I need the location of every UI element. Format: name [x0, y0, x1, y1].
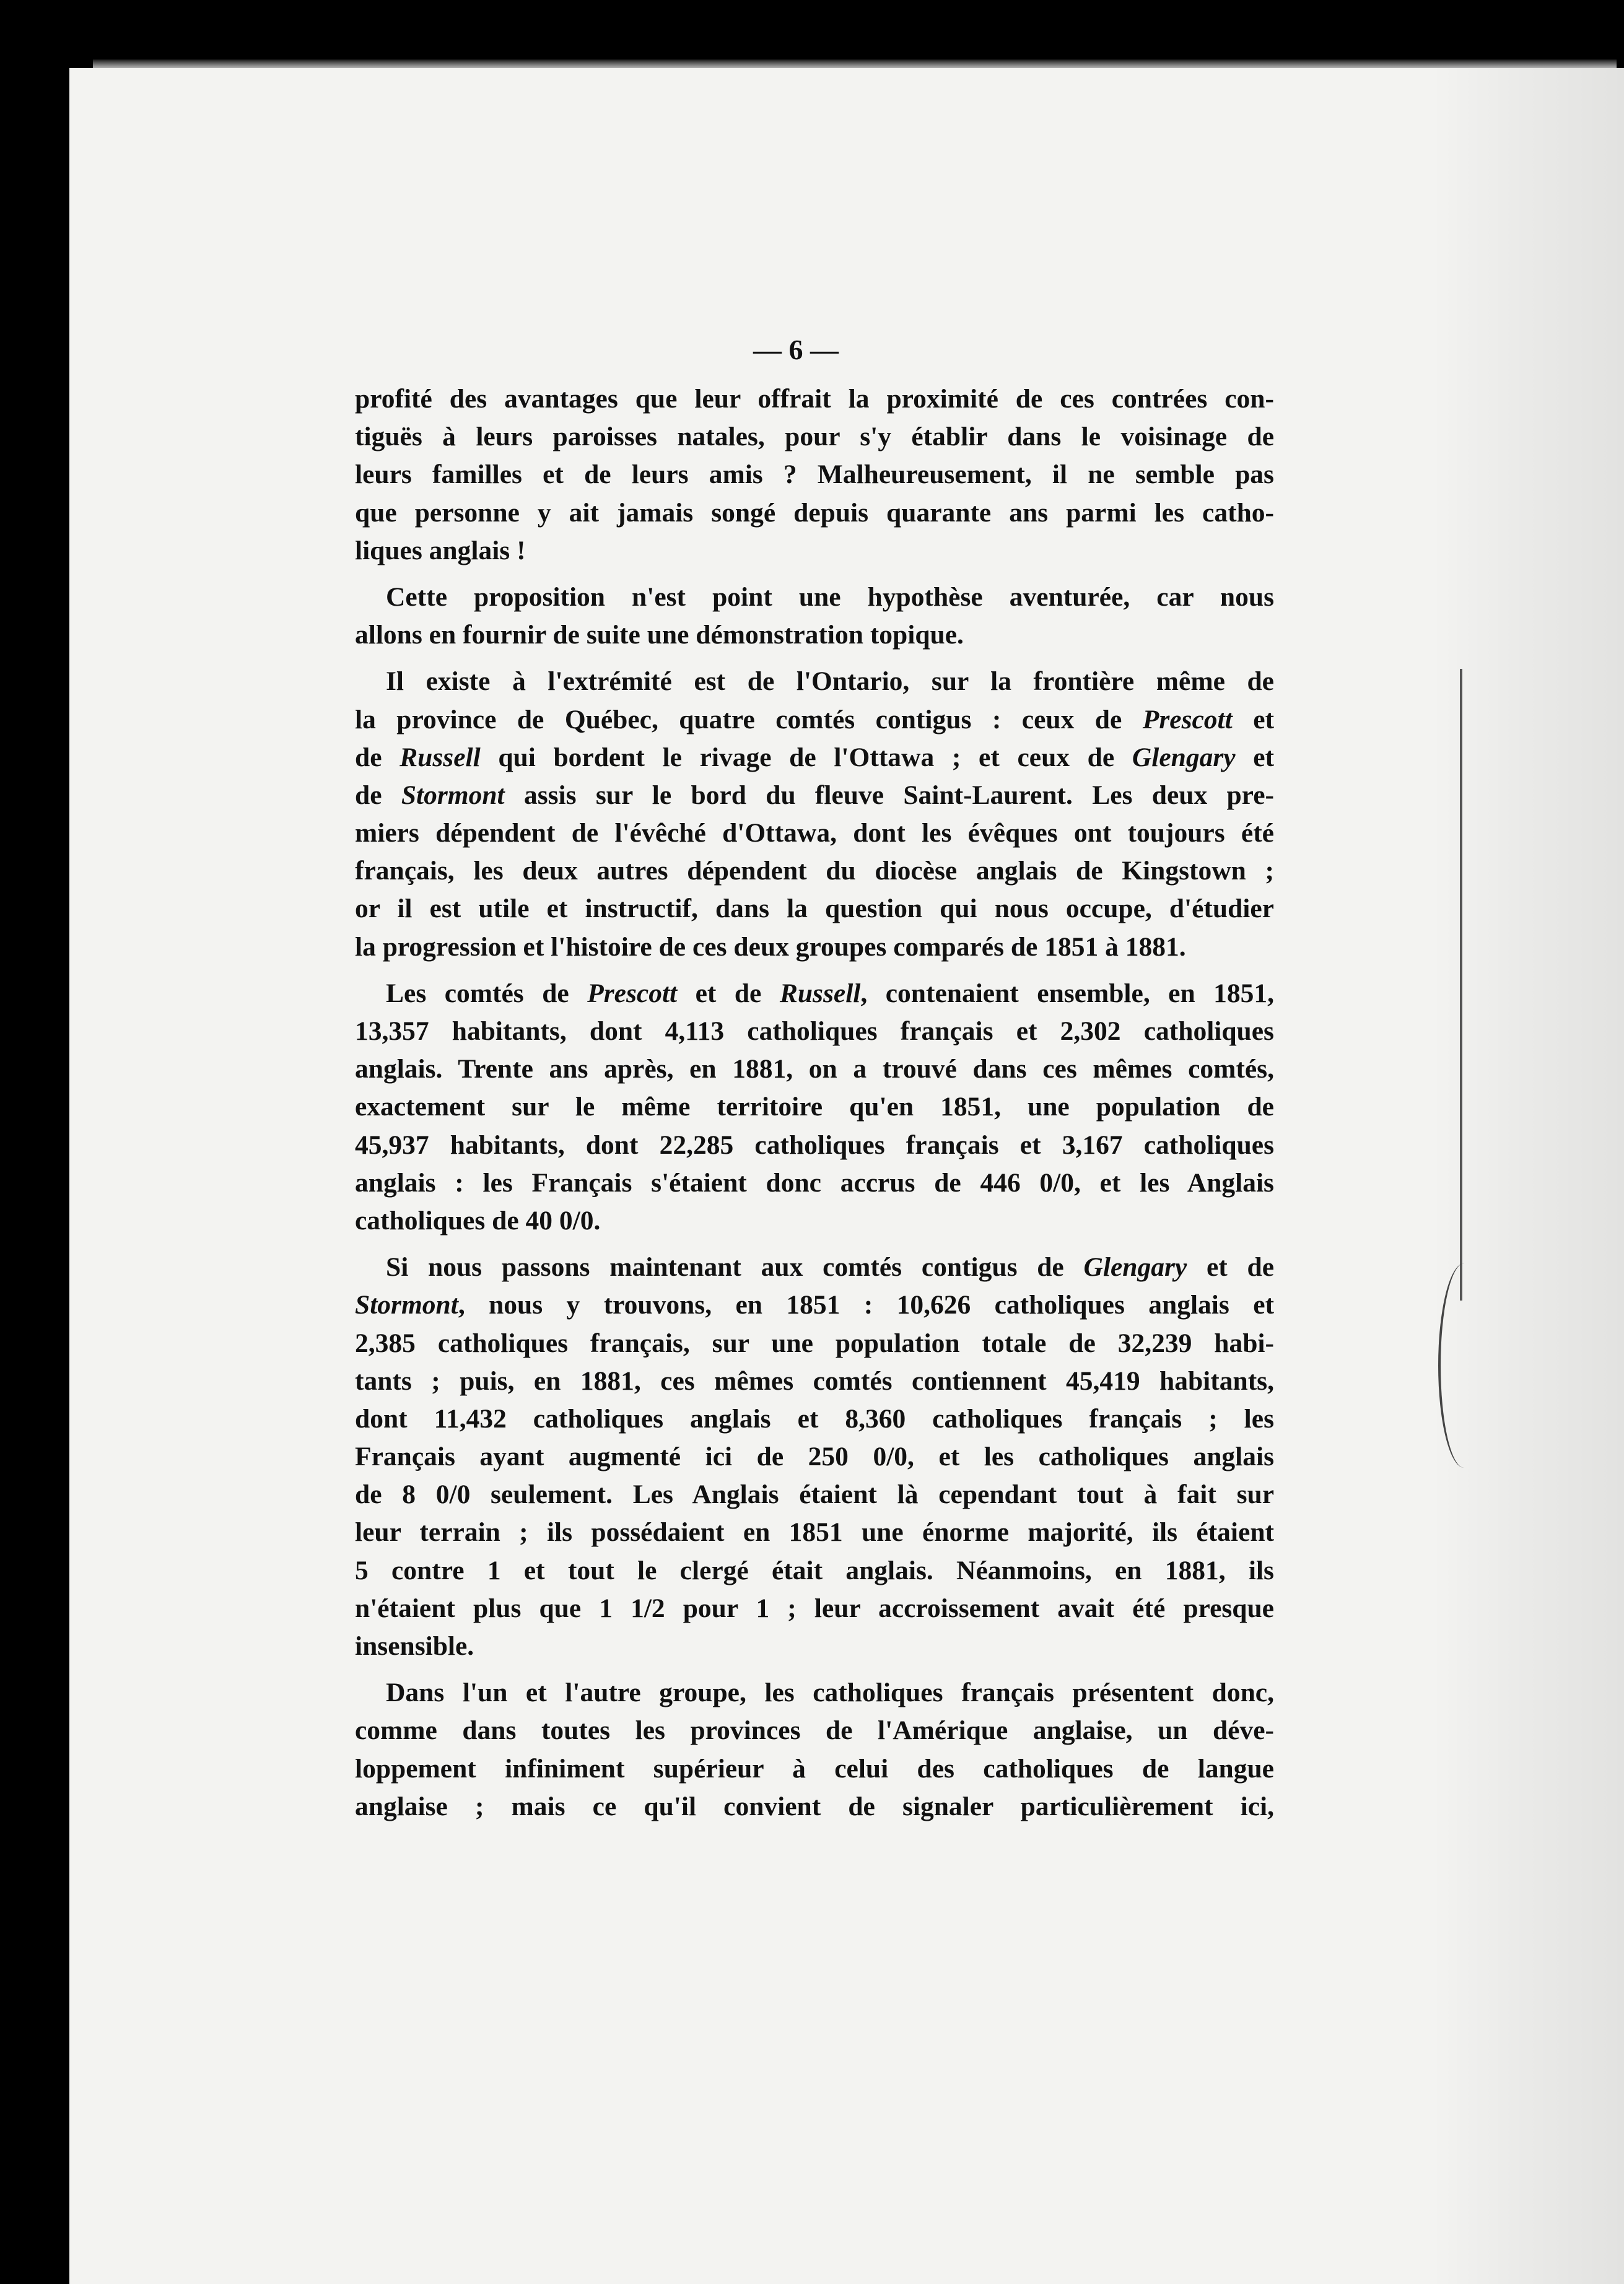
- text-line: catholiques de 40 0/0.: [355, 1205, 601, 1236]
- text-line: miers dépendent de l'évêché d'Ottawa, dont les évêques ont toujours été: [355, 818, 1274, 848]
- text-line: tiguës à leurs paroisses natales, pour s'y établir dans le voisinage de: [355, 422, 1274, 452]
- text-line: Il existe à l'extrémité est de l'Ontario, sur la frontière même de: [386, 666, 1274, 697]
- text-line: 13,357 habitants, dont 4,113 catholiques français et 2,302 catholiques: [355, 1016, 1274, 1046]
- text-line: comme dans toutes les provinces de l'Amérique anglaise, un déve-: [355, 1715, 1274, 1746]
- text-line: n'étaient plus que 1 1/2 pour 1 ; leur accroissement avait été presque: [355, 1593, 1274, 1623]
- text-line: anglais : les Français s'étaient donc accrus de 446 0/0, et les Anglais: [355, 1167, 1274, 1198]
- paragraph-1: [355, 380, 1274, 570]
- text-line: Français ayant augmenté ici de 250 0/0, et les catholiques anglais: [355, 1442, 1274, 1472]
- text-line: tants ; puis, en 1881, ces mêmes comtés contiennent 45,419 habitants,: [355, 1366, 1274, 1396]
- paragraph-4: [355, 975, 1274, 1240]
- paragraph-6: [355, 1674, 1274, 1826]
- text-line: 2,385 catholiques français, sur une population totale de 32,239 habi-: [355, 1328, 1274, 1358]
- text-line: que personne y ait jamais songé depuis quarante ans parmi les catho-: [355, 497, 1274, 528]
- text-line: profité des avantages que leur offrait la proximité de ces contrées con-: [355, 384, 1274, 414]
- text-line: Stormont, nous y trouvons, en 1851 : 10,626 catholiques anglais et: [355, 1290, 1274, 1320]
- text-line: insensible.: [355, 1631, 474, 1661]
- text-line: de 8 0/0 seulement. Les Anglais étaient là cependant tout à fait sur: [355, 1480, 1274, 1510]
- text-line: allons en fournir de suite une démonstration topique.: [355, 620, 964, 650]
- body-text: [355, 380, 1274, 1834]
- paragraph-3: [355, 663, 1274, 966]
- text-line: liques anglais !: [355, 535, 526, 565]
- text-line: la province de Québec, quatre comtés contigus : ceux de Prescott et: [355, 704, 1274, 734]
- text-line: anglais. Trente ans après, en 1881, on a trouvé dans ces mêmes comtés,: [355, 1054, 1274, 1084]
- text-line: leurs familles et de leurs amis ? Malheureusement, il ne semble pas: [355, 460, 1274, 490]
- text-line: Les comtés de Prescott et de Russell, contenaient ensemble, en 1851,: [386, 978, 1274, 1008]
- text-line: la progression et l'histoire de ces deux groupes comparés de 1851 à 1881.: [355, 931, 1186, 962]
- text-line: loppement infiniment supérieur à celui des catholiques de langue: [355, 1753, 1274, 1784]
- text-line: Dans l'un et l'autre groupe, les catholiques français présentent donc,: [386, 1678, 1274, 1708]
- paragraph-2: [355, 578, 1274, 654]
- page-number: — 6 —: [753, 334, 839, 365]
- text-line: Si nous passons maintenant aux comtés contigus de Glengary et de: [386, 1252, 1274, 1283]
- text-line: 5 contre 1 et tout le clergé était anglais. Néanmoins, en 1881, ils: [355, 1555, 1274, 1585]
- text-line: dont 11,432 catholiques anglais et 8,360 catholiques français ; les: [355, 1403, 1274, 1434]
- text-line: leur terrain ; ils possédaient en 1851 une énorme majorité, ils étaient: [355, 1517, 1274, 1548]
- text-line: 45,937 habitants, dont 22,285 catholiques français et 3,167 catholiques: [355, 1130, 1274, 1160]
- text-line: Cette proposition n'est point une hypothèse aventurée, car nous: [386, 582, 1274, 612]
- text-line: or il est utile et instructif, dans la question qui nous occupe, d'étudier: [355, 894, 1274, 924]
- text-line: exactement sur le même territoire qu'en 1851, une population de: [355, 1092, 1274, 1122]
- text-line: de Russell qui bordent le rivage de l'Ottawa ; et ceux de Glengary et: [355, 742, 1275, 772]
- paragraph-5: [355, 1249, 1274, 1665]
- text-line: de Stormont assis sur le bord du fleuve Saint-Laurent. Les deux pre-: [355, 780, 1274, 810]
- text-line: anglaise ; mais ce qu'il convient de signaler particulièrement ici,: [355, 1791, 1274, 1821]
- fold-curl: [1438, 1263, 1490, 1468]
- text-line: français, les deux autres dépendent du diocèse anglais de Kingstown ;: [355, 856, 1274, 886]
- fold-line: [1460, 669, 1462, 1301]
